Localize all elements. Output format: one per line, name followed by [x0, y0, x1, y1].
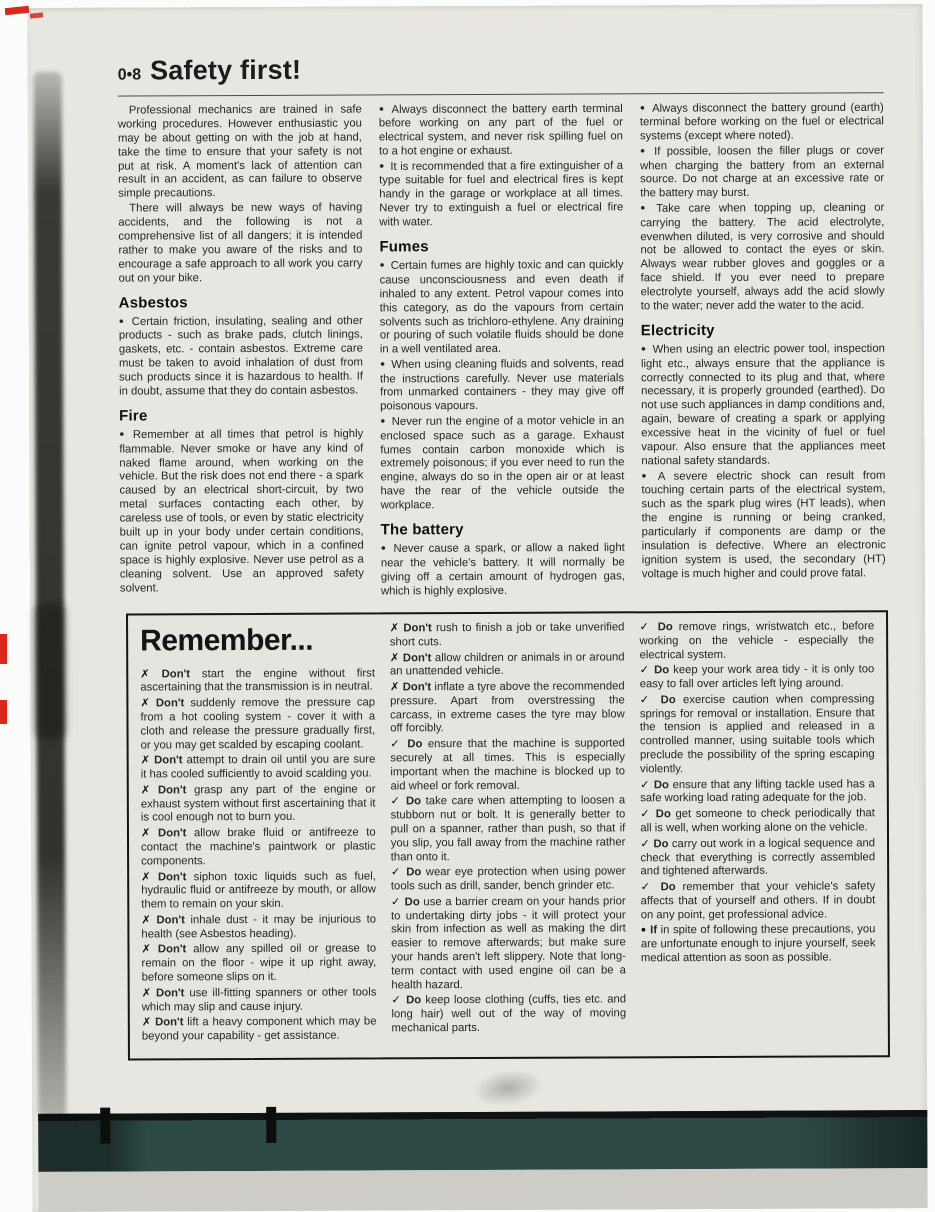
- remember-item: ● If in spite of following these precautions, you are unfortunate enough to injure yourself, seek medical attention as soon as possible.: [640, 923, 876, 965]
- cross-icon: ✗: [141, 943, 151, 956]
- bullet-paragraph: ● Certain fumes are highly toxic and can quickly cause unconsciousness and even death if inhaled to any extent. Petrol vapour comes into this category, as do the vapours from certain solvents such as trichloro-ethylene. Any draining or pouring of such volatile fluids should be done in a well ventilated area.: [379, 259, 624, 356]
- check-icon: ✓: [391, 994, 402, 1007]
- lead-word: Do: [401, 795, 422, 808]
- lead-word: Don't: [399, 651, 432, 664]
- remember-item: ✗ Don't use ill-fitting spanners or other tools which may slip and cause injury.: [141, 986, 377, 1014]
- cross-icon: ✗: [389, 681, 400, 694]
- bullet-paragraph: ● Take care when topping up, cleaning or carrying the battery. The acid electrolyte, evenwhen diluted, is very corrosive and should not be allowed to contact the eyes or skin. Always wear rubber gloves and goggles or a face shield. If you ever need to prepare electrolyte yourself, always add the acid slowly to the water; never add the water to the acid.: [640, 201, 885, 313]
- lead-word: Do: [650, 778, 669, 791]
- cross-icon: ✗: [141, 1016, 152, 1029]
- remember-item: ✓ Do carry out work in a logical sequence and check that everything is correctly assembled and tightened afterwards.: [640, 836, 876, 878]
- bullet-icon: ●: [378, 103, 386, 114]
- check-icon: ✓: [639, 694, 654, 707]
- lead-word: Don't: [151, 1016, 184, 1029]
- lead-word: Don't: [149, 697, 185, 710]
- column-right: [640, 101, 886, 599]
- remember-title: Remember...: [140, 623, 314, 658]
- cross-icon: ✗: [140, 697, 150, 710]
- bullet-icon: ●: [380, 415, 387, 426]
- cross-icon: ✗: [141, 870, 151, 884]
- check-icon: ✓: [639, 664, 651, 677]
- lead-word: Don't: [150, 827, 187, 840]
- bullet-paragraph: ● It is recommended that a fire extinguisher of a type suitable for fuel and electrical fires is kept handy in the garage or workplace at all times. Never try to extinguish a fuel or electrical fire with water.: [379, 159, 624, 229]
- bullet-paragraph: ● A severe electric shock can result from touching certain parts of the electrical system, such as the spark plug wires (HT leads), when the engine is running or being cranked, particularly if components are damp or the insulation is defective. Where an electronic ignition system is used, the secondary (HT) voltage is much higher and could prove fatal.: [641, 469, 886, 580]
- bullet-paragraph: ● When using an electric power tool, inspection light etc., always ensure that the appliance is correctly connected to its plug and that, where necessary, it is properly grounded (earthed). Do not use such appliances in damp conditions and, again, beware of creating a spark or applying excessive heat in the vicinity of fuel or fuel vapour. Also ensure that the appliances meet national safety standards.: [640, 343, 886, 468]
- check-icon: ✓: [640, 778, 651, 791]
- page-bottom-area: [38, 1168, 927, 1212]
- cross-icon: ✗: [389, 651, 400, 664]
- lead-word: Don't: [149, 667, 191, 681]
- cross-icon: ✗: [140, 668, 150, 681]
- bullet-icon: ●: [119, 428, 128, 439]
- photo-dark-mark: [100, 1108, 110, 1144]
- manual-page: [27, 4, 927, 1212]
- intro-paragraph: Professional mechanics are trained in safe working procedures. However enthusiastic you may be about getting on with the job at hand, take the time to ensure that your safety is not put at risk. A moment's lack of attention can result in an accident, as can failure to observe simple precautions.: [117, 103, 363, 200]
- remember-box: [126, 610, 890, 1060]
- remember-item: ✓ Do remember that your vehicle's safety affects that of yourself and others. If in doubt on any point, get professional advice.: [640, 880, 876, 921]
- lead-word: Do: [401, 866, 422, 879]
- check-icon: ✓: [390, 795, 402, 808]
- binding-shadow-dark: [35, 604, 66, 739]
- bullet-icon: ●: [639, 102, 647, 113]
- section-heading: The battery: [380, 521, 464, 539]
- bullet-paragraph: ● Always disconnect the battery earth terminal before working on any part of the fuel or electrical system, and never risk spilling fuel on to a hot engine or exhaust.: [378, 102, 623, 158]
- remember-item: ✗ Don't lift a heavy component which may be beyond your capability - get assistance.: [141, 1015, 377, 1043]
- photo-dark-mark: [266, 1107, 276, 1143]
- lead-word: Do: [401, 994, 422, 1007]
- lead-word: Do: [401, 738, 423, 751]
- bullet-paragraph: ● When using cleaning fluids and solvents, read the instructions carefully. Never use materials from unmarked containers - they may give off poisonous vapours.: [379, 358, 625, 413]
- check-icon: ✓: [640, 808, 652, 821]
- cross-icon: ✗: [141, 914, 151, 927]
- lead-word: Don't: [150, 870, 187, 883]
- bullet-paragraph: ● Always disconnect the battery ground (earth) terminal before working on the fuel or electrical systems (except where noted).: [639, 101, 884, 143]
- lead-word: Do: [653, 881, 676, 894]
- cross-icon: ✗: [140, 754, 151, 767]
- bullet-icon: ●: [640, 202, 651, 213]
- check-icon: ✓: [640, 837, 651, 851]
- lead-word: Don't: [150, 754, 183, 767]
- remember-item: ✗ Don't inhale dust - it may be injurious to health (see Asbestos heading).: [141, 913, 377, 941]
- lead-word: Do: [650, 837, 669, 850]
- check-icon: ✓: [390, 896, 401, 909]
- column-left: [118, 104, 364, 602]
- bullet-icon: ●: [640, 343, 647, 354]
- bullet-paragraph: ● Remember at all times that petrol is highly flammable. Never smoke or have any kind of naked flame around, when working on the vehicle. But the risk does not end there - a spark caused by an electrical short-circuit, by two metal surfaces contacting each other, by careless use of tools, or even by static electricity built up in your body under certain conditions, can ignite petrol vapour, which in a confined space is highly explosive. Never use petrol as a cleaning solvent. Use an approved safety solvent.: [119, 428, 364, 595]
- lead-word: Do: [653, 694, 676, 707]
- lead-word: Do: [651, 808, 671, 821]
- scan-smudge: [470, 1065, 546, 1111]
- cross-icon: ✗: [140, 827, 151, 840]
- section-heading: Electricity: [640, 321, 715, 340]
- binding-shadow: [34, 72, 67, 1117]
- check-icon: ✓: [640, 881, 654, 894]
- lead-word: Don't: [151, 987, 185, 1000]
- page-number: 0•8: [117, 66, 142, 84]
- check-icon: ✓: [639, 621, 652, 634]
- remember-item: ✗ Don't attempt to drain oil until you are sure it has cooled sufficiently to avoid scalding you.: [140, 753, 376, 781]
- lead-word: Don't: [150, 784, 187, 797]
- remember-item: ✓ Do ensure that the machine is supported securely at all times. This is especially important when the machine is blocked up to aid wheel or fork removal.: [390, 737, 626, 792]
- bullet-icon: ●: [379, 160, 385, 171]
- lead-word: Do: [651, 621, 673, 634]
- bullet-icon: ●: [641, 470, 653, 481]
- red-ink-mark: [0, 700, 7, 724]
- bullet-paragraph: ● If possible, loosen the filler plugs or cover when charging the battery from an external source. Do not charge at an excessive rate or the battery may burst.: [639, 144, 885, 200]
- header-rule: [118, 92, 884, 96]
- remember-column-2: [390, 621, 627, 1045]
- content-columns: [118, 101, 886, 601]
- bullet-paragraph: ● Never cause a spark, or allow a naked light near the vehicle's battery. It will normally be giving off a certain amount of hydrogen gas, which is highly explosive.: [380, 542, 625, 598]
- remember-item: ✓ Do keep your work area tidy - it is only too easy to fall over articles left lying around.: [639, 663, 875, 691]
- remember-item: ✓ Do wear eye protection when using power tools such as drill, sander, bench grinder etc.: [390, 865, 626, 893]
- lead-word: Don't: [399, 681, 432, 694]
- remember-item: ✓ Do remove rings, wristwatch etc., before working on the vehicle - especially the electrical system.: [639, 620, 875, 661]
- section-heading: Fumes: [379, 238, 429, 256]
- remember-item: ✓ Do exercise caution when compressing springs for removal or installation. Ensure that the tension is applied and released in a controlled manner, using suitable tools which preclude the possibility of the spring escaping violently.: [639, 693, 875, 776]
- remember-items-1: [140, 667, 376, 1044]
- remember-item: ✗ Don't suddenly remove the pressure cap from a hot cooling system - cover it with a cloth and release the pressure gradually first, or you may get scalded by escaping coolant.: [140, 696, 376, 751]
- bullet-icon: ●: [118, 315, 127, 326]
- bullet-icon: ●: [640, 924, 647, 935]
- remember-item: ✗ Don't allow children or animals in or around an unattended vehicle.: [389, 650, 625, 678]
- remember-item: ✓ Do ensure that any lifting tackle used has a safe working load rating adequate for the job.: [640, 777, 875, 805]
- remember-item: ✓ Do use a barrier cream on your hands prior to undertaking dirty jobs - it will protect your skin from infection as well as making the dirt easier to remove afterwards; but make sure your hands aren't left slippery. Note that long-term contact with used engine oil can be a health hazard.: [390, 895, 626, 991]
- section-heading: Fire: [119, 407, 148, 425]
- column-middle: [379, 102, 625, 600]
- remember-item: ✗ Don't rush to finish a job or take unverified short cuts.: [389, 621, 625, 649]
- bullet-icon: ●: [380, 542, 388, 553]
- lead-word: Don't: [399, 622, 432, 635]
- lead-word: If: [646, 924, 658, 937]
- cross-icon: ✗: [389, 622, 400, 635]
- lead-word: Do: [400, 896, 420, 909]
- remember-column-3: [639, 620, 876, 1044]
- intro-paragraph: There will always be new ways of having accidents, and the following is not a comprehensive list of all dangers; it is intended rather to make you aware of the risks and to encourage a safe approach to all work you carry out on your bike.: [118, 201, 363, 285]
- photo-strip: [38, 1110, 927, 1172]
- remember-column-1: [140, 622, 377, 1046]
- check-icon: ✓: [390, 866, 402, 879]
- red-ink-mark: [0, 634, 7, 664]
- section-heading: Asbestos: [118, 293, 188, 312]
- bullet-icon: ●: [379, 259, 386, 270]
- bullet-icon: ●: [639, 145, 649, 156]
- cross-icon: ✗: [141, 987, 152, 1000]
- bullet-paragraph: ● Certain friction, insulating, sealing and other products - such as brake pads, clutch linings, gaskets, etc. - contain asbestos. Extreme care must be taken to avoid inhalation of dust from such products since it is hazardous to health. If in doubt, assume that they do contain asbestos.: [118, 315, 364, 398]
- remember-item: ✗ Don't allow brake fluid or antifreeze to contact the machine's paintwork or plastic components.: [140, 826, 376, 868]
- bullet-icon: ●: [379, 358, 386, 369]
- remember-item: ✓ Do take care when attempting to loosen a stubborn nut or bolt. It is generally better to pull on a spanner, rather than push, so that if you slip, you fall away from the machine rather than onto it.: [390, 794, 626, 863]
- remember-item: ✗ Don't start the engine without first ascertaining that the transmission is in neutral.: [140, 667, 375, 694]
- remember-item: ✗ Don't inflate a tyre above the recommended pressure. Apart from overstressing the carcass, in extreme cases the tyre may blow off forcibly.: [389, 680, 625, 735]
- lead-word: Do: [649, 664, 670, 677]
- page-header: [118, 55, 302, 87]
- lead-word: Don't: [150, 943, 187, 956]
- check-icon: ✓: [390, 738, 403, 751]
- red-ink-mark: [5, 6, 30, 15]
- page-title: Safety first!: [149, 54, 302, 86]
- remember-item: ✓ Do keep loose clothing (cuffs, ties etc. and long hair) well out of the way of moving mechanical parts.: [391, 993, 627, 1035]
- remember-item: ✗ Don't grasp any part of the engine or exhaust system without first ascertaining that it is cool enough not to burn you.: [140, 783, 376, 824]
- cross-icon: ✗: [140, 784, 151, 797]
- remember-item: ✗ Don't siphon toxic liquids such as fuel, hydraulic fluid or antifreeze by mouth, or allow them to remain on your skin.: [141, 869, 376, 911]
- remember-item: ✓ Do get someone to check periodically that all is well, when working alone on the vehicle.: [640, 807, 875, 835]
- remember-item: ✗ Don't allow any spilled oil or grease to remain on the floor - wipe it up right away, before someone slips on it.: [141, 942, 377, 984]
- bullet-paragraph: ● Never run the engine of a motor vehicle in an enclosed space such as a garage. Exhaust fumes contain carbon monoxide which is extremely poisonous; if you ever need to run the engine, always do so in the open air or at least have the rear of the vehicle outside the workplace.: [380, 415, 625, 512]
- lead-word: Don't: [150, 914, 185, 927]
